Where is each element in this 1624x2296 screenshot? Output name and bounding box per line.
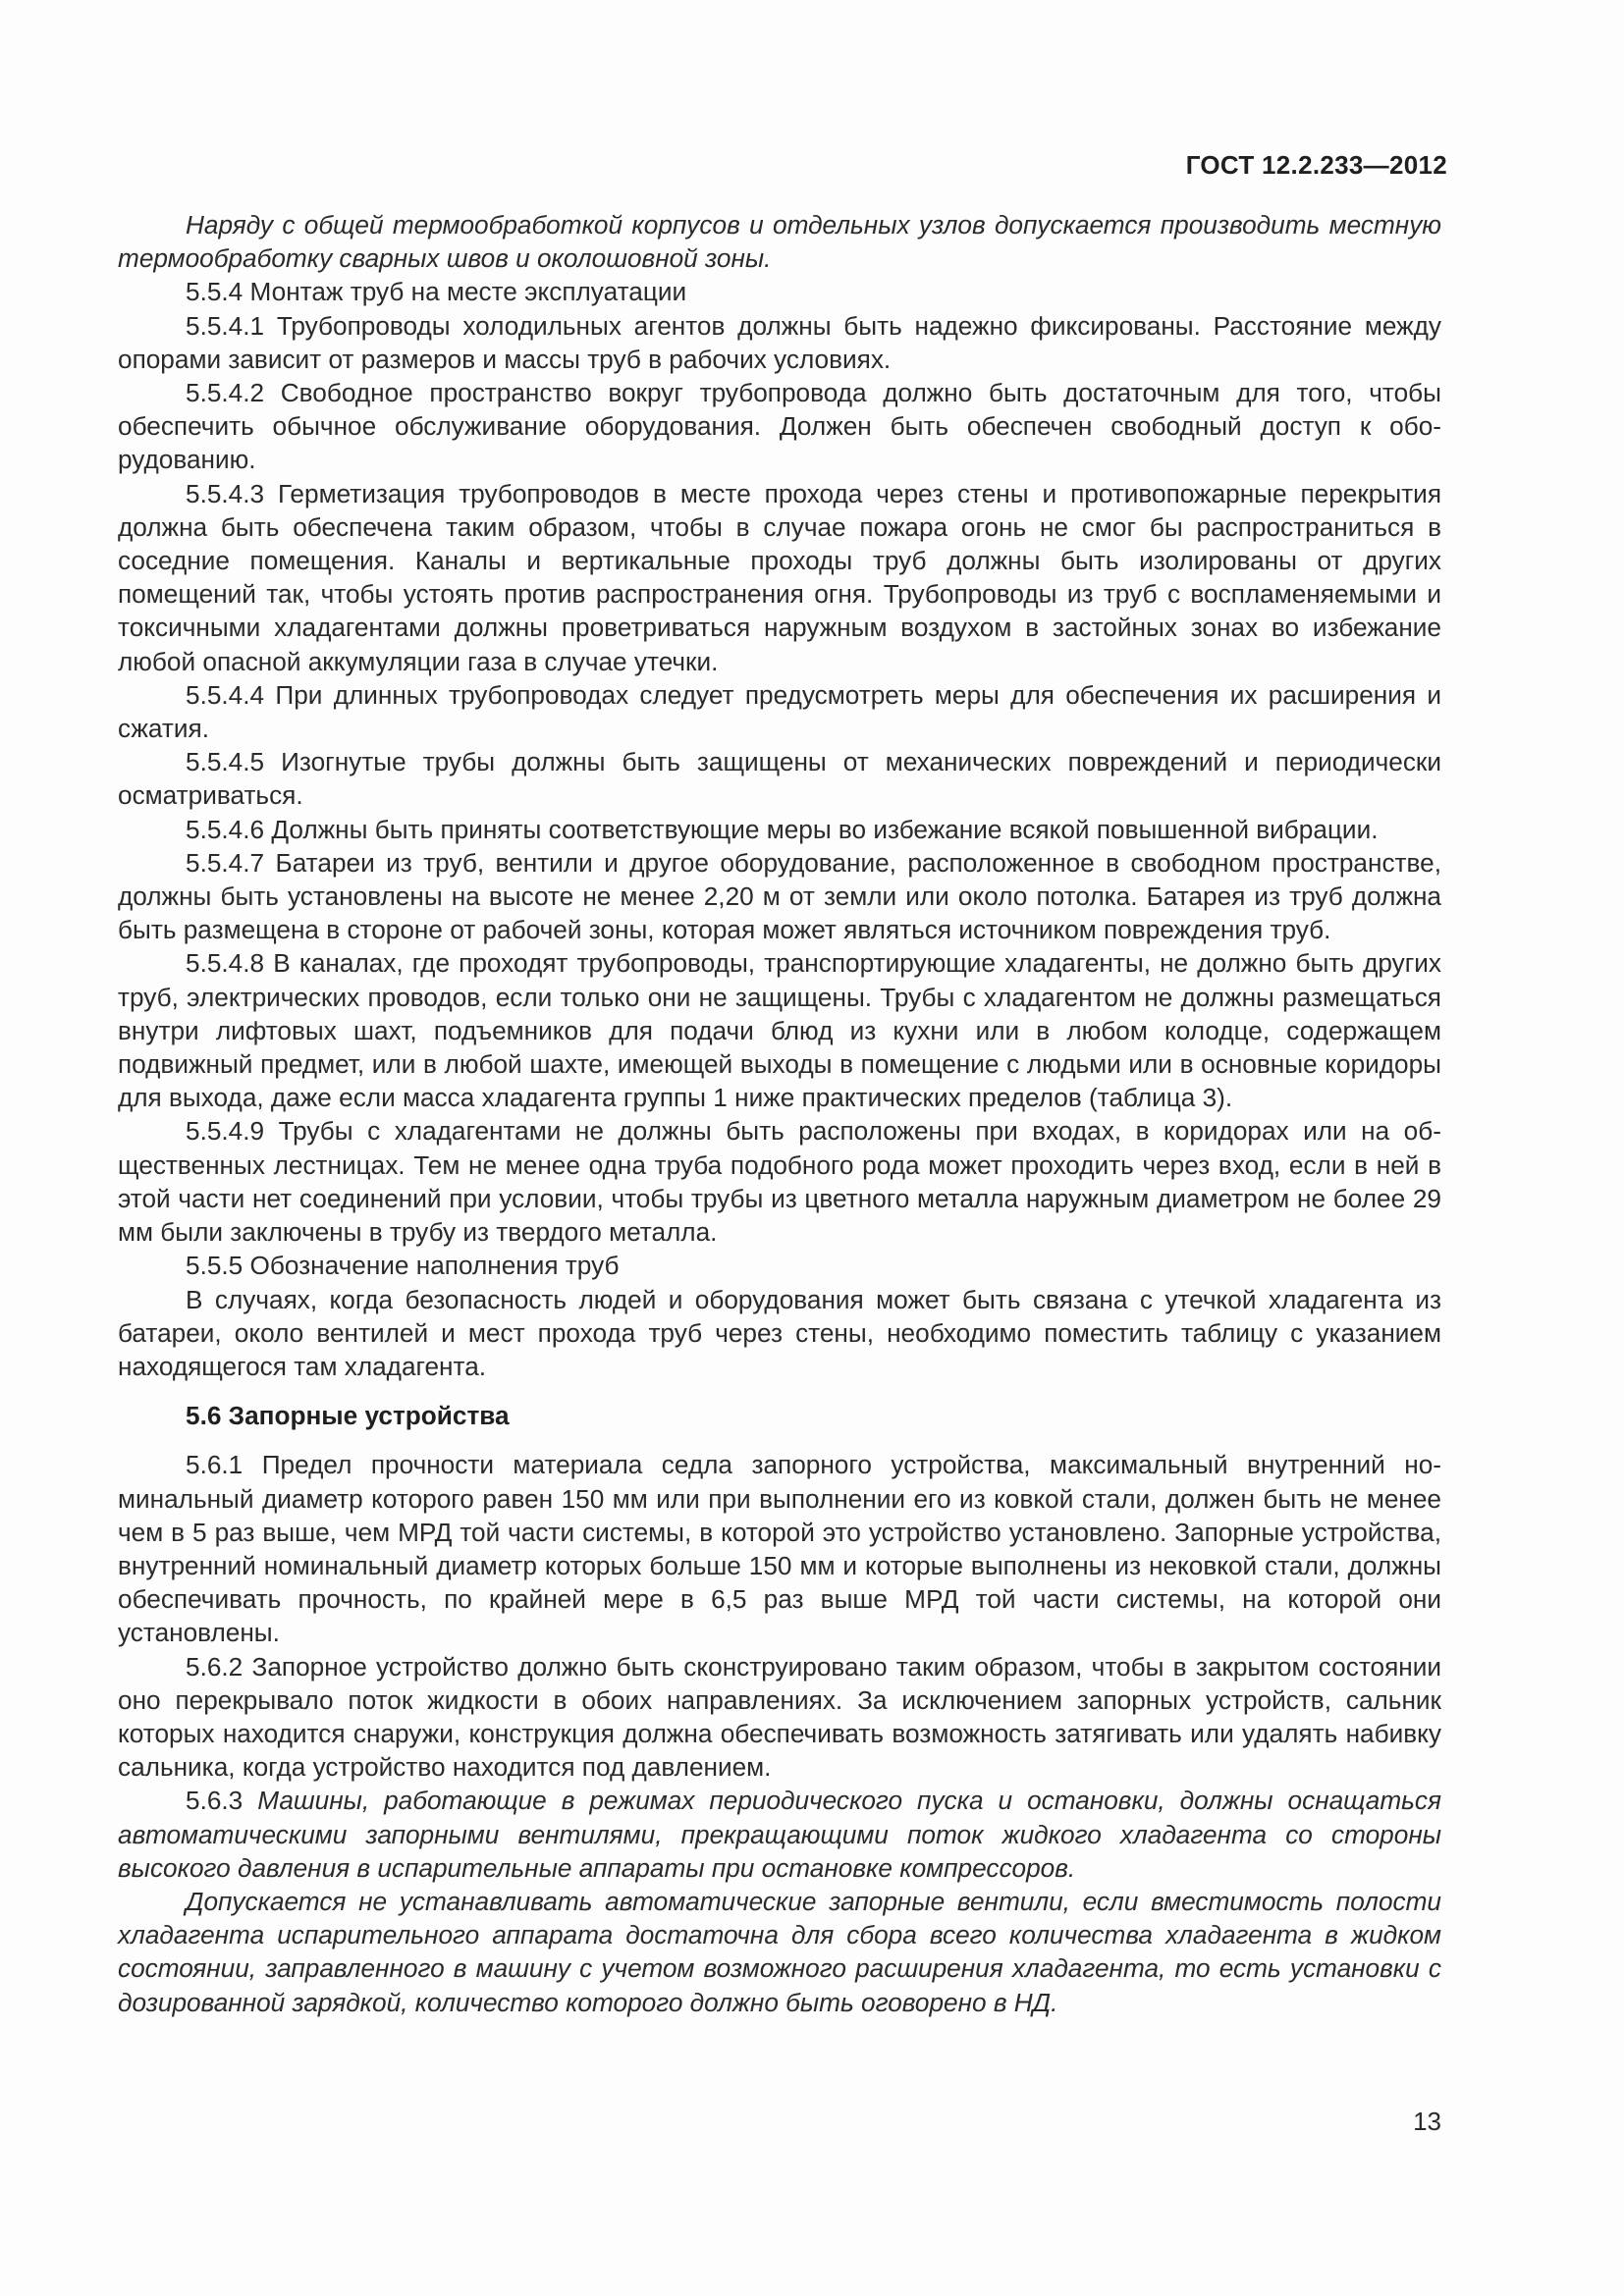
paragraph-5-5-4-7: 5.5.4.7 Батареи из труб, вентили и другое оборудование, расположенное в свободном пространстве, должны быть установлены на высоте не менее 2,20 м от земли или около потолка. Батарея из труб должна быть размещена в стороне от рабочей зоны, которая может являться источником повреждения труб. (118, 847, 1441, 945)
paragraph-5-5-4: 5.5.4 Монтаж труб на месте эксплуатации (186, 277, 687, 307)
paragraph-5-5-4-5: 5.5.4.5 Изогнутые трубы должны быть защищены от механических повреждений и периодически осматриваться. (118, 747, 1441, 811)
section-heading-5-6: 5.6 Запорные устройства (186, 1401, 510, 1431)
paragraph-heat-treatment-note: Наряду с общей термообработкой корпусов и отдельных узлов допускается производить местную термообработку сварных швов и околошовной зоны. (118, 210, 1441, 274)
paragraph-5-5-4-1: 5.5.4.1 Трубопроводы холодильных агентов должны быть надежно фиксированы. Расстояние между опорами зависит от размеров и массы труб в рабочих условиях. (118, 310, 1441, 374)
paragraph-5-5-4-3: 5.5.4.3 Герметизация трубопроводов в месте прохода через стены и противопожарные перекрытия должна быть обеспечена таким образом, чтобы в случае пожара огонь не смог бы распространиться в соседние помещения. Каналы и вертикальные проходы труб должны быть изолированы от других помещений так, чтобы устоять против распространения огня. Трубопроводы из труб с воспламеняемыми и токсичными хладагентами должны проветриваться наружным воздухом в застойных зонах во избежание любой опасной аккумуляции газа в случае утечки. (118, 478, 1441, 676)
document-code-header: ГОСТ 12.2.233—2012 (1185, 150, 1447, 180)
paragraph-5-6-1: 5.6.1 Предел прочности материала седла запорного устройства, максимальный внутренний номинальный диаметр которого равен 150 мм или при выполнении его из ковкой стали, должен быть не менее чем в 5 раз выше, чем МРД той части системы, в которой это устройство установлено. Запорные устройства, внутренний номинальный диаметр которых больше 150 мм и которые выполнены из нековкой стали, должны обеспечивать прочность, по крайней мере в 6,5 раз выше МРД той части системы, на которой они установлены. (118, 1450, 1441, 1648)
paragraph-5-5-4-4: 5.5.4.4 При длинных трубопроводах следует предусмотреть меры для обеспечения их расширения и сжатия. (118, 679, 1441, 744)
paragraph-5-5-4-6: 5.5.4.6 Должны быть приняты соответствующие меры во избежание всякой повышенной вибрации. (186, 814, 1379, 844)
paragraph-5-5-4-8: 5.5.4.8 В каналах, где проходят трубопроводы, транспортирующие хладагенты, не должно быть других труб, электрических проводов, если только они не защищены. Трубы с хладагентом не должны размещаться внутри лифтовых шахт, подъемников для подачи блюд из кухни или в любом колодце, содержащем подвижный предмет, или в любой шахте, имеющей выходы в помещение с людьми или в основные коридоры для выхода, даже если масса хладагента группы 1 ниже практических пределов (таблица 3). (118, 948, 1441, 1113)
document-body (118, 208, 1441, 2019)
paragraph-valve-exception-note: Допускается не устанавливать автоматические запорные вентили, если вместимость полости хладагента испарительного аппарата достаточна для сбора всего количества хладагента в жидком состоянии, заправленного в машину с учетом возможного расширения хладагента, то есть установки с дозированной зарядкой, количество которого должно быть оговорено в НД. (118, 1886, 1441, 2017)
paragraph-5-6-2: 5.6.2 Запорное устройство должно быть сконструировано таким образом, чтобы в закрытом состоянии оно перекрывало поток жидкости в обоих направлениях. За исключением запорных устройств, сальник которых находится снаружи, конструкция должна обеспечивать возможность затягивать или удалять набивку сальника, когда устройство находится под давлением. (118, 1651, 1441, 1783)
paragraph-5-5-4-9: 5.5.4.9 Трубы с хладагентами не должны быть расположены при входах, в коридорах или на общественных лестницах. Тем не менее одна труба подобного рода может проходить через вход, если в ней в этой части нет соединений при условии, чтобы трубы из цветного металла наружным диаметром не более 29 мм были заключены в трубу из твердого металла. (118, 1116, 1441, 1248)
paragraph-5-5-4-2: 5.5.4.2 Свободное пространство вокруг трубопровода должно быть достаточным для того, чтобы обеспечить обычное обслуживание оборудования. Должен быть обеспечен свободный доступ к оборудованию. (118, 378, 1441, 475)
paragraph-5-5-5: 5.5.5 Обозначение наполнения труб (186, 1251, 620, 1281)
page-number: 13 (1413, 2107, 1441, 2136)
paragraph-refrigerant-label: В случаях, когда безопасность людей и оборудования может быть связана с утечкой хладагента из батареи, около вентилей и мест прохода труб через стены, необходимо поместить таблицу с указанием находящегося там хладагента. (118, 1284, 1441, 1381)
paragraph-5-6-3-text: Машины, работающие в режимах периодического пуска и остановки, должны оснащаться автоматическими запорными вентилями, прекращающими поток жидкого хладагента со стороны высокого давления в испарительные аппараты при остановке компрессоров. (118, 1786, 1441, 1883)
paragraph-5-6-3-number: 5.6.3 (186, 1786, 258, 1816)
paragraph-5-6-3 (118, 1784, 1441, 1885)
